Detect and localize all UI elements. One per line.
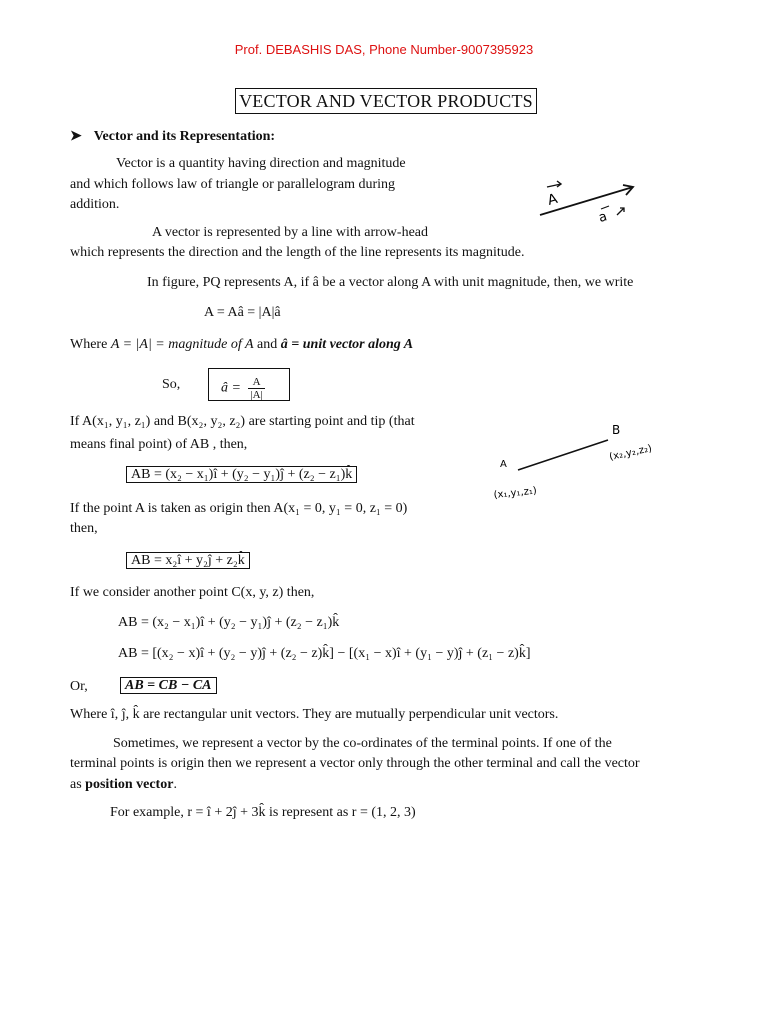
equation-3 <box>126 552 250 570</box>
para9: For example, r = î + 2ĵ + 3k̂ is represent as r = (1, 2, 3) <box>110 805 416 820</box>
arrow-bullet-icon: ➤ <box>70 129 82 144</box>
where-line <box>70 336 413 354</box>
unit-vector-fraction <box>248 376 264 401</box>
or-label: Or, <box>70 679 88 694</box>
vector-figure <box>535 175 655 230</box>
header-contact: Prof. DEBASHIS DAS, Phone Number-9007395923 <box>234 42 534 57</box>
fig2-point-b: B <box>612 423 621 437</box>
page-title: VECTOR AND VECTOR PRODUCTS <box>235 88 537 114</box>
section-heading-text: Vector and its Representation: <box>93 129 276 144</box>
equation-2-box: AB = (x₂ − x₁)î + (y₂ − y₁)ĵ + (z₂ − z₁)k̂ <box>126 466 357 483</box>
para2-line2: which represents the direction and the length of the line represents its magnitude. <box>70 245 525 260</box>
para5-line1: If the point A is taken as origin then A(x₁ = 0, y₁ = 0, z₁ = 0) <box>70 501 408 516</box>
equation-6-box: AB = CB − CA <box>120 677 217 694</box>
para2-line1: A vector is represented by a line with arrow-head <box>152 225 429 240</box>
para5-line2: then, <box>70 521 98 536</box>
equation-1: A = Aâ = |A|â <box>204 305 281 320</box>
fraction-denominator: |A| <box>250 389 263 401</box>
para1-line1: Vector is a quantity having direction and magnitude <box>116 156 406 171</box>
section-heading <box>70 128 275 145</box>
fig1-vector-label: A <box>545 190 560 209</box>
para8-as: as <box>70 777 82 792</box>
equation-2 <box>126 466 357 484</box>
para8-line3: as position vector. <box>70 777 177 792</box>
where-expression: A = |A| = magnitude of A <box>110 337 254 352</box>
fig1-unit-label: a <box>597 209 609 226</box>
unit-vector-box <box>208 368 290 401</box>
points-figure <box>490 418 680 508</box>
so-box-lhs: â = <box>221 380 241 396</box>
where-unit-vector: â = unit vector along A <box>280 337 414 352</box>
equation-5: AB = [(x₂ − x)î + (y₂ − y)ĵ + (z₂ − z)k̂] − [(x₁ − x)î + (y₁ − y)ĵ + (z₁ − z)k̂] <box>118 646 531 661</box>
equation-6 <box>120 677 217 695</box>
position-vector-term: position vector <box>85 777 174 792</box>
para4-line1: If A(x₁, y₁, z₁) and B(x₂, y₂, z₂) are starting point and tip (that <box>70 414 415 429</box>
fig2-point-a: A <box>500 459 507 470</box>
para6: If we consider another point C(x, y, z) then, <box>70 585 315 600</box>
para8-line1: Sometimes, we represent a vector by the co-ordinates of the terminal points. If one of the <box>113 736 612 751</box>
fig2-coord-a: (x₁,y₁,z₁) <box>493 485 538 501</box>
para1-line3: addition. <box>70 197 120 212</box>
where-and: and <box>257 337 278 352</box>
so-label: So, <box>162 377 181 392</box>
equation-4: AB = (x₂ − x₁)î + (y₂ − y₁)ĵ + (z₂ − z₁)k̂ <box>118 615 340 630</box>
para4-line2: means final point) of AB , then, <box>70 437 248 452</box>
para3: In figure, PQ represents A, if â be a vector along A with unit magnitude, then, we write <box>147 275 634 290</box>
para7: Where î, ĵ, k̂ are rectangular unit vectors. They are mutually perpendicular unit vectors. <box>70 707 559 722</box>
fig2-coord-b: (x₂,y₂,z₂) <box>608 443 653 463</box>
para8-line2: terminal points is origin then we represent a vector only through the other terminal and call the vector <box>70 756 640 771</box>
para1-line2: and which follows law of triangle or parallelogram during <box>70 177 396 192</box>
equation-3-box: AB = x₂î + y₂ĵ + z₂k̂ <box>126 552 250 569</box>
fraction-numerator: A <box>248 376 264 389</box>
where-prefix: Where <box>70 337 108 352</box>
